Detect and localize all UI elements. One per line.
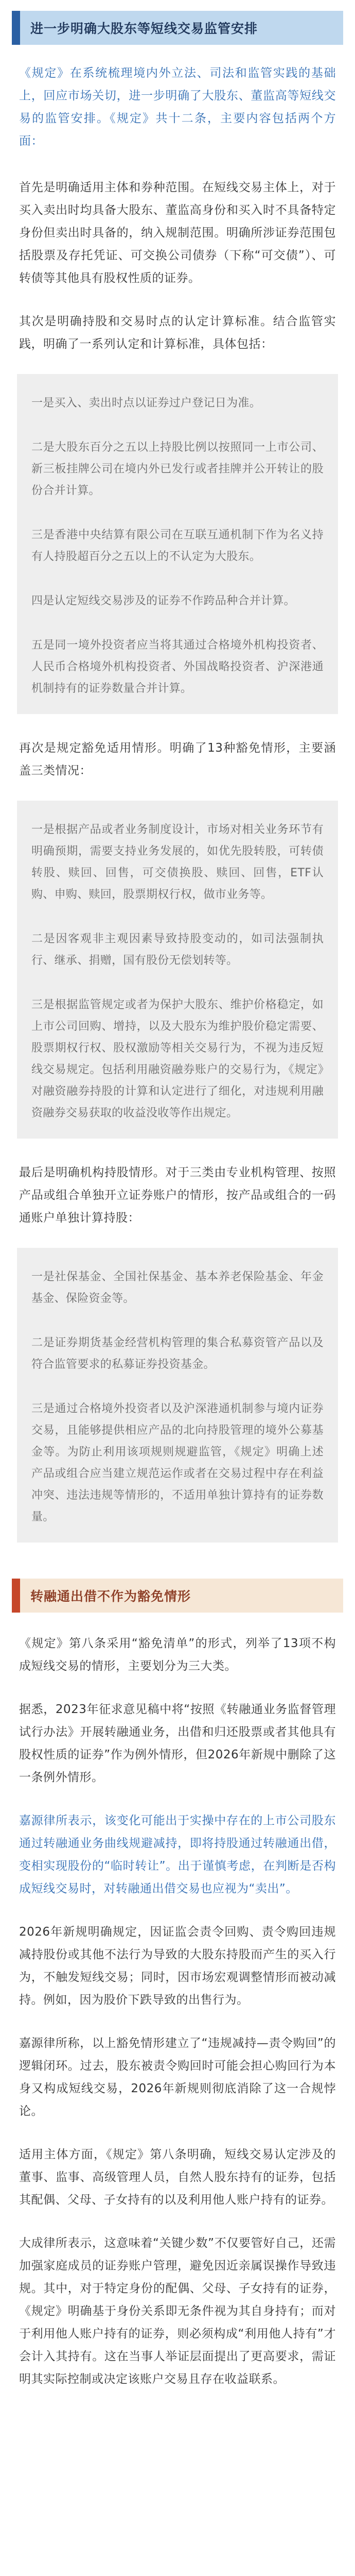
holding-item: 一是买入、卖出时点以证券过户登记日为准。	[31, 397, 261, 410]
holding-item: 二是大股东百分之五以上持股比例以按照同一上市公司、新三板挂牌公司在境内外已发行或者挂牌并公开转让的股份合并计算。	[31, 441, 324, 497]
section2-paragraph: 《规定》第八条采用“豁免清单”的形式，列举了13项不构成短线交易的情形，主要划分为三大类。	[19, 1637, 336, 1673]
account-item: 三是通过合格境外投资者以及沪深港通机制参与境内证券交易，且能够提供相应产品的北向持股管理的境外公募基金等。为防止利用该项规则规避监管，《规定》明确上述产品或组合应当建立规范运作或者在交易过程中存在利益冲突、违法违规等情形的，不适用单独计算持有的证券数量。	[31, 1402, 324, 1523]
section2-paragraph: 据悉，2023年征求意见稿中将“按照《转融通业务监督管理试行办法》开展转融通业务，出借和归还股票或者其他具有股权性质的证券”作为例外情形，但2026年新规中删除了这一条例外情形。	[19, 1703, 336, 1784]
section2-paragraph: 大成律所表示，这意味着“关键少数”不仅要管好自己，还需加强家庭成员的证券账户管理，避免因近亲属误操作导致违规。其中，对于特定身份的配偶、父母、子女持有的证券，《规定》明确基于身份关系即无条件视为其自身持有；而对于利用他人账户持有的证券，则必须构成“利用他人持有”才会计入其持有。这在当事人举证层面提出了更高要求，需证明其实际控制或决定该账户交易且存在收益联系。	[19, 2236, 336, 2386]
exempt-cases-box	[17, 801, 338, 1139]
section1-intro: 《规定》在系统梳理境内外立法、司法和监管实践的基础上，回应市场关切，进一步明确了大股东、董监高等短线交易的监管安排。《规定》共十二条，主要内容包括两个方面：	[19, 66, 336, 148]
account-item: 二是证券期货基金经营机构管理的集合私募资管产品以及符合监管要求的私募证券投资基金。	[31, 1336, 324, 1371]
section2-paragraph: 适用主体方面，《规定》第八条明确，短线交易认定涉及的董事、监事、高级管理人员，自然人股东持有的证券，包括其配偶、父母、子女持有的以及利用他人账户持有的证券。	[19, 2148, 336, 2207]
section-accent-bar	[12, 1579, 20, 1613]
institution-accounts-box	[17, 1248, 338, 1543]
section2-paragraph: 嘉源律所称，以上豁免情形建立了“违规减持—责令购回”的逻辑闭环。过去，股东被责令购回时可能会担心购回行为本身又构成短线交易，2026年新规则彻底消除了这一合规悖论。	[19, 2037, 336, 2118]
holding-criteria-box	[17, 374, 338, 714]
exempt-item: 二是因客观非主观因素导致持股变动的，如司法强制执行、继承、捐赠，国有股份无偿划转等。	[31, 933, 324, 967]
section-accent-bar	[12, 11, 20, 45]
account-item: 一是社保基金、全国社保基金、基本养老保险基金、年金基金、保险资金等。	[31, 1270, 324, 1305]
section-title: 进一步明确大股东等短线交易监管安排	[30, 21, 258, 36]
account-paragraph: 最后是明确机构持股情形。对于三类由专业机构管理、按照产品或组合单独开立证券账户的情形，按产品或组合的一码通账户单独计算持股：	[19, 1166, 336, 1225]
subject-paragraph: 首先是明确适用主体和券种范围。在短线交易主体上，对于买入卖出时均具备大股东、董监高身份和买入时不具备特定身份但卖出时具备的，纳入规制范围。明确所涉证券范围包括股票及存托凭证、可交换公司债券（下称“可交债”）、可转债等其他具有股权性质的证券。	[19, 181, 336, 285]
section-title: 转融通出借不作为豁免情形	[30, 1589, 191, 1604]
exempt-item: 三是根据监管规定或者为保护大股东、维护价格稳定，如上市公司回购、增持，以及大股东为维护股价稳定需要、股票期权行权、股权激励等相关交易行为，不视为违反短线交易规定。包括利用融资融券账户的交易行为，《规定》对融资融券持股的计算和认定进行了细化，对违规利用融资融券交易获取的收益没收等作出规定。	[31, 998, 324, 1120]
section2-paragraph: 2026年新规明确规定，因证监会责令回购、责令购回违规减持股份或其他不法行为导致的大股东持股而产生的买入行为，不触发短线交易；同时，因市场宏观调整情形而被动减持。例如，因为股价下跌导致的出售行为。	[19, 1925, 336, 2007]
holding-item: 四是认定短线交易涉及的证券不作跨品种合并计算。	[31, 595, 295, 607]
holding-item: 三是香港中央结算有限公司在互联互通机制下作为名义持有人持股超百分之五以上的不认定为大股东。	[31, 529, 324, 563]
section2-highlight-paragraph: 嘉源律所表示，该变化可能出于实操中存在的上市公司股东通过转融通业务曲线规避减持，即将持股通过转融通出借，变相实现股份的“临时转让”。出于谨慎考虑，在判断是否构成短线交易时，对转融通出借交易也应视为“卖出”。	[19, 1814, 336, 1895]
section-header-securities-lending	[12, 1579, 343, 1613]
exempt-item: 一是根据产品或者业务制度设计，市场对相关业务环节有明确预期，需要支持业务发展的，如优先股转股，可转债转股、赎回、回售，可交债换股、赎回、回售，ETF认购、申购、赎回，股票期权行权，做市业务等。	[31, 823, 324, 901]
section-header-short-swing	[12, 11, 343, 45]
holding-item: 五是同一境外投资者应当将其通过合格境外机构投资者、人民币合格境外机构投资者、外国战略投资者、沪深港通机制持有的证券数量合并计算。	[31, 639, 324, 695]
holding-paragraph: 其次是明确持股和交易时点的认定计算标准。结合监管实践，明确了一系列认定和计算标准，具体包括：	[19, 315, 336, 351]
exempt-paragraph: 再次是规定豁免适用情形。明确了13种豁免情形，主要涵盖三类情况：	[19, 741, 336, 777]
